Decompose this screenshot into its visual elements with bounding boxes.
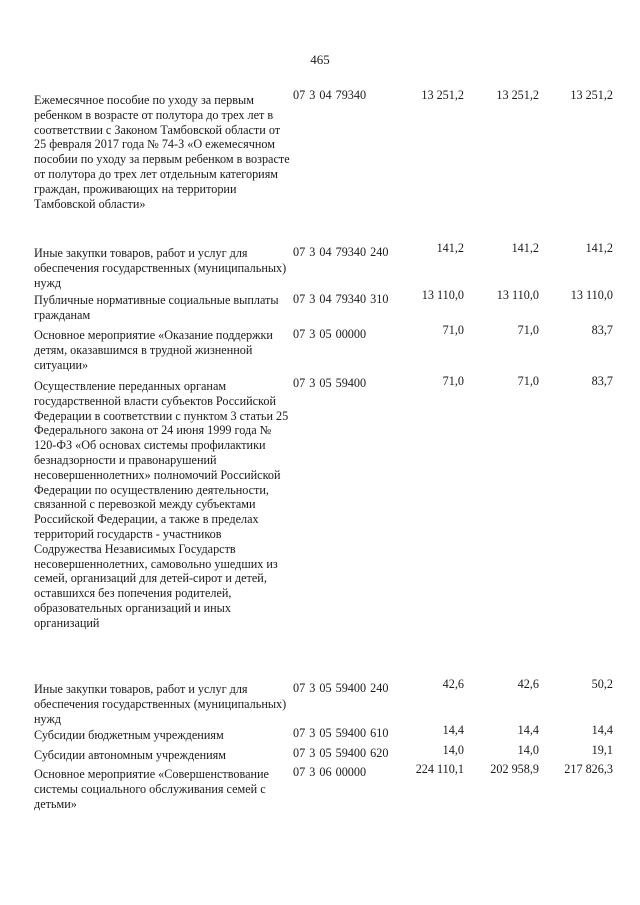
row-value-3: 19,1 — [591, 743, 613, 757]
row-value-2: 71,0 — [517, 374, 539, 388]
row-code: 07 3 04 79340 310 — [293, 292, 389, 306]
row-code: 07 3 05 59400 620 — [293, 746, 389, 760]
row-value-2: 13 110,0 — [496, 288, 539, 302]
row-value-1: 224 110,1 — [415, 762, 464, 776]
row-value-3: 50,2 — [591, 677, 613, 691]
row-name: Основное мероприятие «Совершенствование системы социального обслуживания семей с детьми» — [34, 767, 269, 811]
row-value-3: 13 110,0 — [570, 288, 613, 302]
row-code: 07 3 06 00000 — [293, 765, 367, 779]
row-value-2: 14,0 — [517, 743, 539, 757]
row-value-2: 202 958,9 — [490, 762, 539, 776]
row-value-1: 13 251,2 — [421, 88, 464, 102]
row-value-1: 14,4 — [442, 723, 464, 737]
row-value-2: 14,4 — [517, 723, 539, 737]
row-code: 07 3 04 79340 — [293, 88, 367, 102]
row-name: Публичные нормативные социальные выплаты гражданам — [34, 293, 279, 322]
row-value-2: 42,6 — [517, 677, 539, 691]
row-value-2: 141,2 — [511, 241, 539, 255]
page-number: 465 — [310, 52, 330, 67]
row-code: 07 3 05 00000 — [293, 327, 367, 341]
row-value-1: 14,0 — [442, 743, 464, 757]
row-value-1: 42,6 — [442, 677, 464, 691]
row-value-3: 13 251,2 — [570, 88, 613, 102]
row-value-3: 83,7 — [591, 374, 613, 388]
row-name: Осуществление переданных органам государственной власти субъектов Российской Федерации в соответствии с пунктом 3 статьи 25 Федерального закона от 24 июня 1999 года № 120-ФЗ «Об основах системы профилактики безнадзорности и правонарушений несовершеннолетних» полномочий Российской Федерации по осуществлению деятельности, связанной с перевозкой между субъектами Российской Федерации, а также в пределах территорий государств - участников Содружества Независимых Государств несовершеннолетних, самовольно ушедших из семей, организаций для детей-сирот и детей, оставшихся без попечения родителей, образовательных организаций и иных организаций — [34, 379, 289, 630]
row-value-1: 71,0 — [442, 323, 464, 337]
row-name: Иные закупки товаров, работ и услуг для обеспечения государственных (муниципальных) нужд — [34, 246, 287, 290]
row-code: 07 3 05 59400 — [293, 376, 367, 390]
row-code: 07 3 05 59400 240 — [293, 681, 389, 695]
row-name: Ежемесячное пособие по уходу за первым ребенком в возрасте от полутора до трех лет в соответствии с Законом Тамбовской области от 25 февраля 2017 года № 74-З «О ежемесячном пособии по уходу за первым ребенком в возрасте от полутора до трех лет отдельным категориям граждан, проживающих на территории Тамбовской области» — [34, 93, 290, 211]
row-code: 07 3 04 79340 240 — [293, 245, 389, 259]
row-name: Субсидии бюджетным учреждениям — [34, 728, 224, 742]
row-name: Иные закупки товаров, работ и услуг для обеспечения государственных (муниципальных) нужд — [34, 682, 287, 726]
row-code: 07 3 05 59400 610 — [293, 726, 389, 740]
row-value-1: 13 110,0 — [421, 288, 464, 302]
row-value-2: 13 251,2 — [496, 88, 539, 102]
row-value-1: 141,2 — [436, 241, 464, 255]
row-value-3: 14,4 — [591, 723, 613, 737]
row-name: Основное мероприятие «Оказание поддержки детям, оказавшимся в трудной жизненной ситуации» — [34, 328, 273, 372]
row-value-3: 217 826,3 — [564, 762, 613, 776]
row-value-2: 71,0 — [517, 323, 539, 337]
row-value-1: 71,0 — [442, 374, 464, 388]
row-name: Субсидии автономным учреждениям — [34, 748, 226, 762]
row-value-3: 141,2 — [585, 241, 613, 255]
row-value-3: 83,7 — [591, 323, 613, 337]
